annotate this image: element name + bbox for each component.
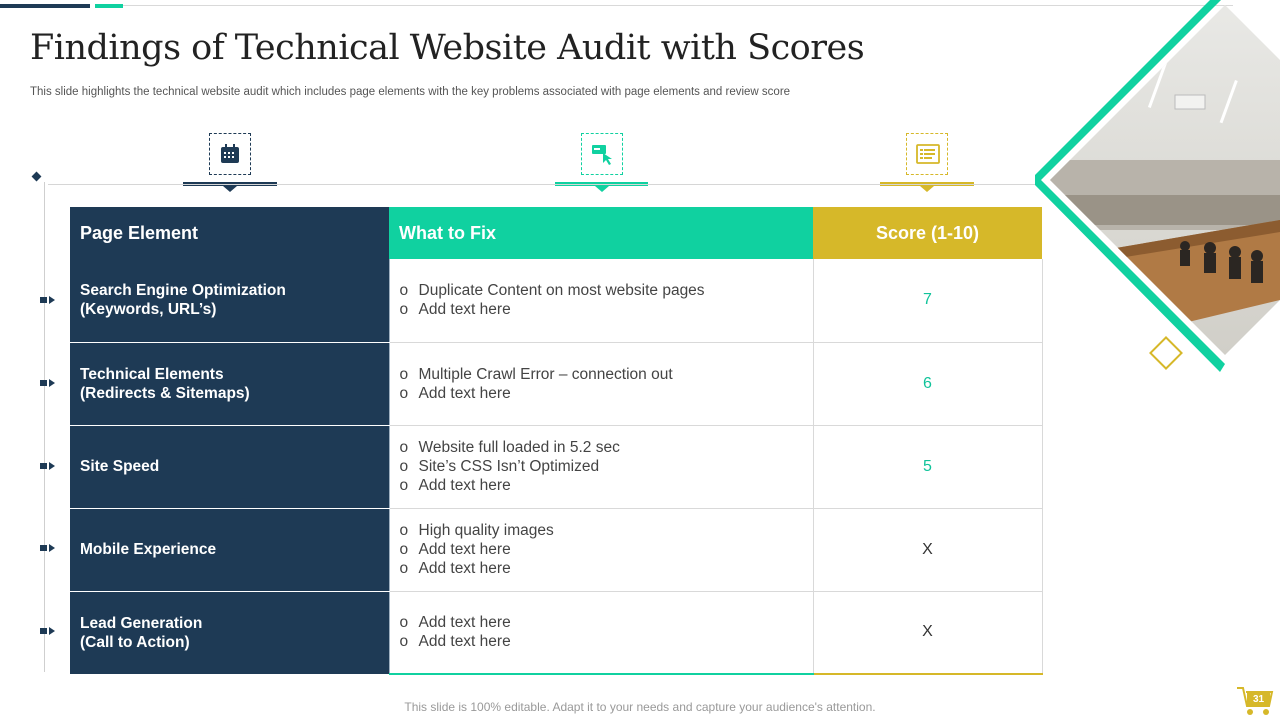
top-accent-bar-green xyxy=(95,4,123,8)
score-cell: 6 xyxy=(813,342,1042,425)
click-pointer-icon xyxy=(581,133,623,175)
timeline-diamond xyxy=(32,172,42,182)
what-to-fix-cell xyxy=(389,425,813,508)
top-accent-bar-dark xyxy=(0,4,90,8)
table-row xyxy=(70,591,1042,674)
page-element-cell xyxy=(70,591,389,674)
score-cell: X xyxy=(813,508,1042,591)
page-element-name: Site Speed xyxy=(80,458,160,475)
page-number: 31 xyxy=(1252,694,1265,705)
row-arrow-icon xyxy=(40,461,60,471)
row-arrow-icon xyxy=(40,295,60,305)
fix-item: o Add text here xyxy=(400,384,803,403)
fix-item: o Add text here xyxy=(400,300,803,319)
table-row xyxy=(70,508,1042,591)
fix-item: o Multiple Crawl Error – connection out xyxy=(400,365,803,384)
fix-item: o Add text here xyxy=(400,559,803,578)
page-element-name: Search Engine Optimization xyxy=(80,282,286,300)
element-column-pointer xyxy=(223,186,237,192)
page-element-detail: (Keywords, URL’s) xyxy=(80,301,217,319)
page-element-name: Mobile Experience xyxy=(80,541,217,558)
page-element-name: Technical Elements xyxy=(80,365,224,383)
row-arrow-icon xyxy=(40,626,60,636)
score-cell: X xyxy=(813,591,1042,674)
table-row xyxy=(70,425,1042,508)
table-row xyxy=(70,342,1042,425)
page-element-detail: (Redirects & Sitemaps) xyxy=(80,384,250,402)
score-cell: 5 xyxy=(813,425,1042,508)
row-arrow-icon xyxy=(40,378,60,388)
audit-table xyxy=(70,207,1043,675)
fix-item: o Duplicate Content on most website pages xyxy=(400,281,803,300)
what-to-fix-cell xyxy=(389,259,813,342)
shopping-cart-icon xyxy=(1236,684,1274,718)
slide-subtitle: This slide highlights the technical website audit which includes page elements with the key problems associated with page elements and review score xyxy=(30,86,791,98)
page-element-cell xyxy=(70,425,389,508)
what-to-fix-cell xyxy=(389,342,813,425)
fix-item: o Website full loaded in 5.2 sec xyxy=(400,438,803,457)
what-to-fix-cell xyxy=(389,591,813,674)
score-column-pointer xyxy=(920,186,934,192)
slide-footer: This slide is 100% editable. Adapt it to your needs and capture your audience's attention. xyxy=(404,700,876,714)
row-arrow-icon xyxy=(40,543,60,553)
page-element-cell xyxy=(70,508,389,591)
document-list-icon xyxy=(906,133,948,175)
header-score: Score (1-10) xyxy=(813,207,1042,259)
header-what-to-fix: What to Fix xyxy=(389,207,813,259)
fix-item: o Add text here xyxy=(400,540,803,559)
page-element-detail: (Call to Action) xyxy=(80,633,190,651)
timeline-vertical-line xyxy=(44,182,45,672)
header-guide-line xyxy=(48,184,1043,185)
fix-item: o Add text here xyxy=(400,476,803,495)
score-cell: 7 xyxy=(813,259,1042,342)
calendar-icon xyxy=(209,133,251,175)
page-element-cell xyxy=(70,342,389,425)
fix-item: o High quality images xyxy=(400,521,803,540)
page-element-name: Lead Generation xyxy=(80,614,203,632)
fix-item: o Add text here xyxy=(400,613,803,632)
table-header-row xyxy=(70,207,1042,259)
fix-item: o Add text here xyxy=(400,632,803,651)
table-row xyxy=(70,259,1042,342)
slide-title: Findings of Technical Website Audit with Scores xyxy=(30,28,865,68)
fix-item: o Site’s CSS Isn’t Optimized xyxy=(400,457,803,476)
fix-column-pointer xyxy=(595,186,609,192)
meeting-photo xyxy=(1035,0,1280,380)
header-page-element: Page Element xyxy=(70,207,389,259)
what-to-fix-cell xyxy=(389,508,813,591)
page-element-cell xyxy=(70,259,389,342)
